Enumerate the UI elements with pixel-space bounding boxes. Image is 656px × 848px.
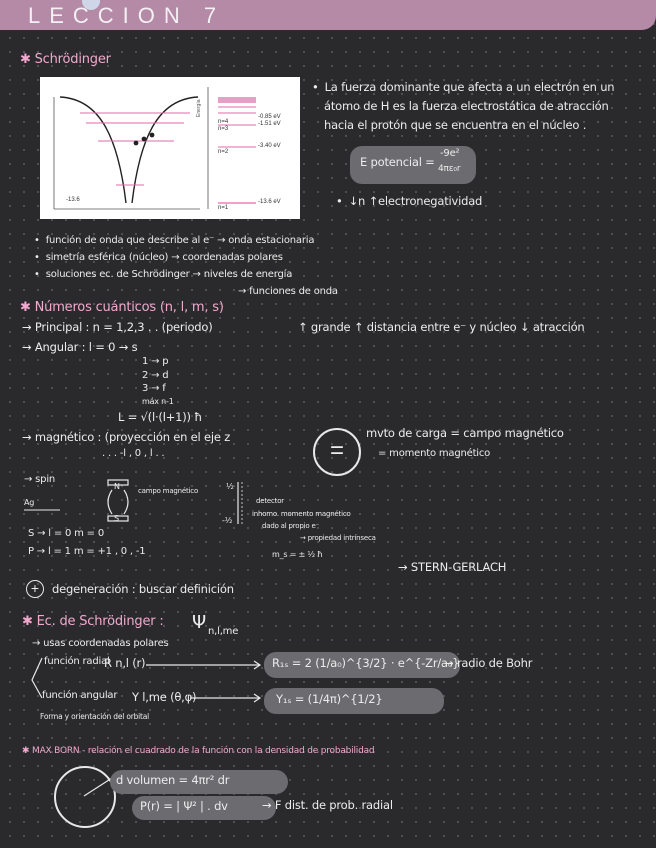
section-quantum-numbers-heading [20,300,224,315]
section-title: Ec. de Schrödinger : [36,614,164,629]
star-icon: ✱ [22,614,37,629]
diagram-label-n4: n=4 [218,119,229,125]
potential-numerator: -9e² [440,148,460,159]
page-title: LECCION 7 [28,3,226,28]
spin-down-label: -½ [222,516,233,525]
electron-note: dado al propio e⁻ [262,522,320,530]
principal-note: ↑ grande ↑ distancia entre e⁻ y núcleo ↓ atracción [298,320,585,334]
section-schrodinger-heading [20,52,111,67]
current-loop-icon: = [313,428,361,476]
energy-diagram [40,77,300,219]
svg-text:Energía: Energía [196,99,202,117]
principal-number: → Principal : n = 1,2,3 . . (periodo) [22,320,213,334]
side-note-line-2: átomo de H es la fuerza electrostática de atracción [324,99,609,113]
intrinsic-property-note: → propiedad intrínseca [300,534,376,542]
angular-formula-pill [264,688,444,714]
angular-item-max: máx n-1 [142,397,174,406]
magnetic-field-label: campo magnético [138,487,199,495]
psi-symbol: Ψ [192,612,206,633]
angular-number: → Angular : l = 0 → s [22,340,138,354]
radial-distribution-label: → F dist. de prob. radial [262,798,393,812]
diagram-energy-n2: -3.40 eV [258,143,281,149]
p-orbital-row: P → l = 1 m = +1 , 0 , -1 [28,546,146,557]
star-icon: ✱ [20,52,35,67]
sub-bullet-wave-functions: → funciones de onda [238,286,338,297]
star-icon: ✱ [20,300,35,315]
section-title: MAX BORN - relación el cuadrado de la función con la densidad de probabilidad [32,746,375,756]
orbital-shape-note: Forma y orientación del orbital [40,712,150,721]
potential-denominator: 4πε₀r [438,164,461,174]
radial-formula-pill [264,652,460,678]
radial-function-label: función radial [44,656,110,667]
electronegativity-note: • ↓n ↑electronegatividad [336,194,482,208]
probability-pill [132,796,276,820]
potential-label: E potencial = [360,155,435,169]
bullet-wave-function: • función de onda que describe al e⁻ → onda estacionaria [34,235,314,246]
diagram-label-n1: n=1 [218,205,229,211]
angular-function-label: función angular [42,690,118,701]
radial-formula: R₁ₛ = 2 (1/a₀)^{3/2} · e^{-Zr/a₀} [272,656,460,670]
stern-gerlach-sketch [20,478,280,530]
bullet-solutions: • soluciones ec. de Schrödinger → niveles de energía [34,269,292,280]
inhomogeneous-note: inhomo. momento magnético [252,510,351,518]
section-title: Números cuánticos (n, l, m, s) [34,300,224,315]
diagram-label-n3: n=3 [218,126,229,132]
ag-label: Ag [24,498,35,507]
bullet-symmetry: • simetría esférica (núcleo) → coordenadas polares [34,252,283,263]
angular-function: Y l,me (θ,φ) [132,690,197,704]
magnetic-note-2: = momento magnético [378,448,491,459]
detector-label: detector [256,497,284,505]
plus-icon: + [26,580,44,598]
magnetic-note-1: mvto de carga = campo magnético [366,426,564,440]
diagram-energy-n1: -13.6 eV [258,199,281,205]
radius-line [54,766,116,828]
max-born-heading [22,746,374,756]
magnetic-values: . . . -l , 0 , l . . [102,448,165,459]
angular-item-d: 2 → d [142,370,169,381]
diagram-label-n2: n=2 [218,149,229,155]
spin-quantum-formula: m_s = ± ½ ħ [272,550,323,559]
diagram-energy-n3: -1.51 eV [258,121,281,127]
angular-formula: Y₁ₛ = (1/4π)^{1/2} [276,692,383,706]
psi-subscript: n,l,me [208,626,239,637]
side-note-line-1: • La fuerza dominante que afecta a un electrón en un [312,80,614,94]
angular-item-f: 3 → f [142,383,166,394]
radial-function: R n,l (r) [104,656,146,670]
angular-item-p: 1 → p [142,356,169,367]
section-title: Schrödinger [34,52,111,67]
probability-formula: P(r) = | Ψ² | . dv [140,799,228,813]
N-pole-label: N [114,482,120,491]
side-note-line-3: hacia el protón que se encuentra en el núcleo . [324,118,587,132]
star-icon: ✱ [22,746,33,756]
s-orbital-row: S → l = 0 m = 0 [28,528,104,539]
magnetic-number: → magnético : (proyección en el eje z [22,430,231,444]
potential-energy-formula [350,146,476,184]
stern-gerlach-label: → STERN-GERLACH [398,560,507,574]
angular-momentum-formula: L = √(l·(l+1)) ħ [118,410,203,424]
spin-up-label: ½ [226,482,234,491]
degeneracion-note: degeneración : buscar definición [52,582,234,596]
polar-coords-note: → usas coordenadas polares [32,638,169,649]
diagram-energy-n4: -0.85 eV [258,114,281,120]
svg-text:-13.6: -13.6 [66,197,80,203]
S-pole-label: S [114,514,119,523]
section-schrodinger-eq-heading [22,614,164,629]
spin-label: → spin [24,474,56,485]
volume-element: d volumen = 4πr² dr [116,773,230,787]
bohr-radius-label: → radio de Bohr [444,656,533,670]
volume-element-pill [110,770,288,794]
